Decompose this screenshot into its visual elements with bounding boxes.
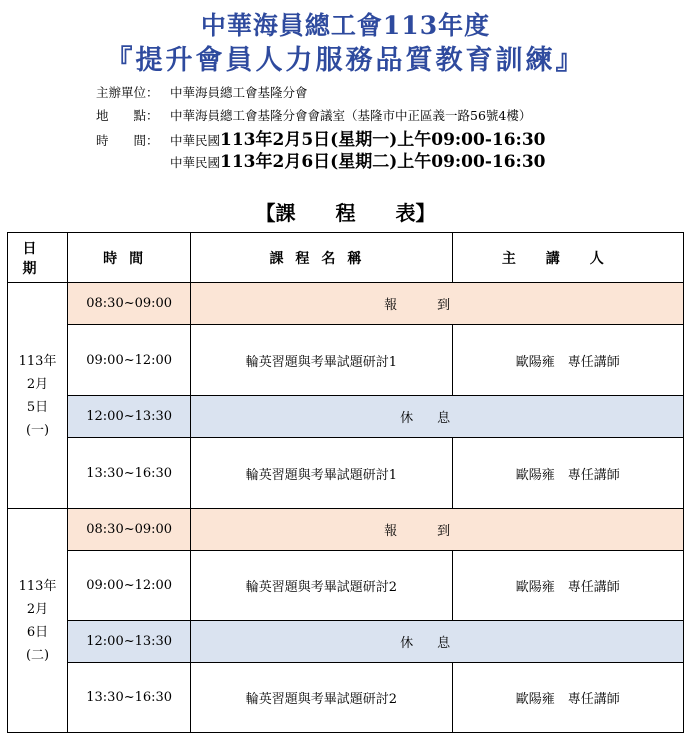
date-weekday: (一): [25, 422, 50, 438]
date-day: 5日: [26, 399, 49, 415]
col-header-date: 日期: [8, 233, 68, 283]
organizer-row: [96, 83, 308, 101]
course-cell: 輪英習題與考畢試題研討2: [191, 663, 452, 733]
date-cell-day2: [8, 509, 68, 733]
time2-prefix: 中華民國: [170, 155, 221, 170]
time-cell: 08:30~09:00: [68, 283, 191, 325]
table-row: [8, 438, 684, 509]
schedule-title: 【課 程 表】: [255, 201, 436, 225]
course-cell: 輪英習題與考畢試題研討2: [191, 551, 452, 621]
col-header-lecturer: 主講人: [452, 233, 683, 283]
time2-value: 113年2月6日(星期二)上午09:00-16:30: [220, 152, 546, 172]
time-cell: 08:30~09:00: [68, 509, 191, 551]
location-label: 地 點：: [96, 108, 159, 123]
time-label: 時 間：: [96, 133, 159, 148]
course-cell-break: 休息: [191, 621, 684, 663]
time-cell: 13:30~16:30: [68, 663, 191, 733]
table-row: [8, 509, 684, 551]
table-row: [8, 325, 684, 396]
col-header-course: 課程名稱: [191, 233, 452, 283]
course-cell-checkin: 報到: [191, 509, 684, 551]
location-value: 中華海員總工會基隆分會會議室（基隆市中正區義一路56號4樓）: [170, 108, 532, 123]
title-line-2: 『提升會員人力服務品質教育訓練』: [105, 45, 586, 76]
date-month: 2月: [26, 376, 49, 392]
table-row: [8, 396, 684, 438]
organizer-label: 主辦單位：: [96, 85, 159, 100]
course-cell-checkin: 報到: [191, 283, 684, 325]
lecturer-cell: 歐陽雍 專任講師: [452, 663, 683, 733]
time1-value: 113年2月5日(星期一)上午09:00-16:30: [220, 130, 546, 150]
time1-prefix: 中華民國: [170, 133, 221, 148]
organizer-value: 中華海員總工會基隆分會: [170, 85, 308, 100]
date-year: 113年: [18, 353, 57, 369]
date-cell-day1: [8, 283, 68, 509]
table-row: [8, 663, 684, 733]
schedule-table: [7, 232, 684, 733]
lecturer-cell: 歐陽雍 專任講師: [452, 325, 683, 396]
date-year: 113年: [18, 578, 57, 594]
table-row: [8, 283, 684, 325]
table-header-row: [8, 233, 684, 283]
col-header-time: 時間: [68, 233, 191, 283]
time-cell: 12:00~13:30: [68, 396, 191, 438]
table-row: [8, 551, 684, 621]
time-cell: 12:00~13:30: [68, 621, 191, 663]
date-day: 6日: [26, 624, 49, 640]
time-row-2: [170, 147, 545, 172]
course-cell-break: 休息: [191, 396, 684, 438]
time-cell: 13:30~16:30: [68, 438, 191, 509]
table-row: [8, 621, 684, 663]
title-line-1: 中華海員總工會113年度: [200, 11, 491, 40]
lecturer-cell: 歐陽雍 專任講師: [452, 551, 683, 621]
date-month: 2月: [26, 601, 49, 617]
course-cell: 輪英習題與考畢試題研討1: [191, 325, 452, 396]
location-row: [96, 106, 531, 124]
time-cell: 09:00~12:00: [68, 551, 191, 621]
lecturer-cell: 歐陽雍 專任講師: [452, 438, 683, 509]
time-cell: 09:00~12:00: [68, 325, 191, 396]
course-cell: 輪英習題與考畢試題研討1: [191, 438, 452, 509]
date-weekday: (二): [25, 647, 50, 663]
